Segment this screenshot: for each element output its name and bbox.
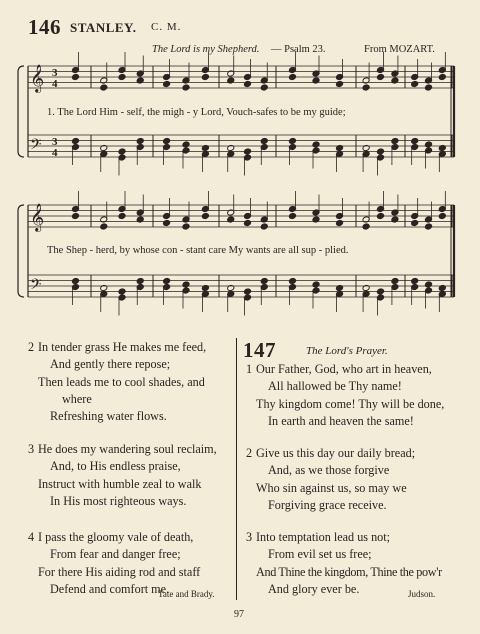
attribution-147: Judson. [408, 589, 436, 599]
note-head [312, 281, 320, 288]
note-head [425, 84, 433, 91]
note-head [289, 278, 297, 285]
meter: C. M. [151, 21, 182, 33]
verse-147-1: 1 Our Father, God, who art in heaven, All hallowed be Thy name! Thy kingdom come! Thy will be done, In earth and heaven the same! [246, 362, 445, 428]
note-head [163, 81, 171, 88]
note-head [227, 77, 235, 84]
note-head [260, 138, 268, 145]
lyrics-line-1: 1. The Lord Him - self, the migh - y Lord, Vouch-safes to be my guide; [47, 107, 346, 118]
treble-clef: 𝄞 [30, 64, 45, 92]
note-head [377, 288, 385, 295]
note-head [425, 223, 433, 230]
note-head [336, 220, 344, 227]
note-head [163, 138, 171, 145]
note-head [362, 223, 370, 230]
note-head [118, 288, 126, 295]
bass-clef: 𝄢 [30, 276, 42, 297]
note-head [411, 138, 419, 145]
note-head [136, 278, 144, 285]
tune-name: STANLEY. [70, 20, 137, 35]
hymn-147-title: The Lord's Prayer. [306, 345, 388, 357]
composer: From MOZART. [364, 44, 435, 55]
time-signature: 4 [52, 147, 58, 159]
verse-4: 4 I pass the gloomy vale of death, From fear and danger free; For there His aiding rod and staff Defend and comfort me. [28, 530, 201, 596]
note-head [72, 138, 80, 145]
lyrics-line-2: The Shep - herd, by whose con - stant care My wants are all sup - plied. [47, 245, 349, 256]
treble-clef: 𝄞 [30, 203, 45, 231]
note-head [118, 74, 126, 81]
note-head [163, 278, 171, 285]
note-head [425, 281, 433, 288]
note-head [244, 81, 252, 88]
note-head [100, 223, 108, 230]
note-head [411, 278, 419, 285]
note-head [227, 216, 235, 223]
note-head [362, 145, 370, 152]
note-head [100, 285, 108, 292]
note-head [438, 213, 446, 220]
note-head [182, 84, 190, 91]
note-head [312, 77, 320, 84]
note-head [260, 278, 268, 285]
note-head [72, 278, 80, 285]
note-head [201, 145, 209, 152]
note-head [312, 216, 320, 223]
note-head [136, 77, 144, 84]
note-head [244, 288, 252, 295]
note-head [118, 213, 126, 220]
column-divider [236, 338, 237, 600]
system-brace [18, 66, 24, 157]
time-signature: 3 [52, 67, 58, 79]
note-head [289, 138, 297, 145]
time-signature: 3 [52, 136, 58, 148]
note-head [425, 141, 433, 148]
note-head [411, 81, 419, 88]
note-head [72, 213, 80, 220]
note-head [438, 285, 446, 292]
note-head [201, 74, 209, 81]
note-head [260, 84, 268, 91]
verse-147-3: 3 Into temptation lead us not; From evil set us free; And Thine the kingdom, Thine the pow'r And glory ever be. [246, 530, 442, 596]
note-head [163, 220, 171, 227]
note-head [377, 148, 385, 155]
note-head [244, 220, 252, 227]
note-head [244, 148, 252, 155]
hymn-number-147: 147 [243, 338, 276, 362]
note-head [100, 145, 108, 152]
note-head [182, 223, 190, 230]
note-head [391, 216, 399, 223]
note-head [201, 285, 209, 292]
note-head [201, 213, 209, 220]
note-head [377, 74, 385, 81]
note-head [438, 145, 446, 152]
verse-147-2: 2 Give us this day our daily bread; And, as we those forgive Who sin against us, so may we Forgiving grace receive. [246, 446, 416, 512]
page-number: 97 [234, 609, 244, 620]
note-head [100, 84, 108, 91]
note-head [438, 74, 446, 81]
note-head [411, 220, 419, 227]
note-head [182, 141, 190, 148]
note-head [336, 81, 344, 88]
note-head [118, 148, 126, 155]
note-head [391, 77, 399, 84]
note-head [289, 74, 297, 81]
note-head [312, 141, 320, 148]
note-head [362, 285, 370, 292]
note-head [136, 138, 144, 145]
note-head [227, 145, 235, 152]
note-head [391, 138, 399, 145]
verse-3: 3 He does my wandering soul reclaim, And, to His endless praise, Instruct with humble zeal to walk In His most righteous ways. [28, 442, 217, 508]
note-head [72, 74, 80, 81]
note-head [336, 285, 344, 292]
text-source: The Lord is my Shepherd. [152, 44, 260, 55]
verse-2: 2 In tender grass He makes me feed, And gently there repose; Then leads me to cool shades, and where Refreshing water flows. [28, 340, 207, 424]
note-head [260, 223, 268, 230]
note-head [289, 213, 297, 220]
note-head [227, 285, 235, 292]
note-head [377, 213, 385, 220]
note-head [136, 216, 144, 223]
bass-clef: 𝄢 [30, 136, 42, 157]
attribution-146: Tate and Brady. [158, 589, 215, 599]
note-head [336, 145, 344, 152]
system-brace [18, 205, 24, 297]
note-head [391, 278, 399, 285]
note-head [362, 84, 370, 91]
hymn-number-146: 146 [28, 15, 61, 39]
note-head [182, 281, 190, 288]
psalm-ref: — Psalm 23. [271, 44, 326, 55]
time-signature: 4 [52, 78, 58, 90]
